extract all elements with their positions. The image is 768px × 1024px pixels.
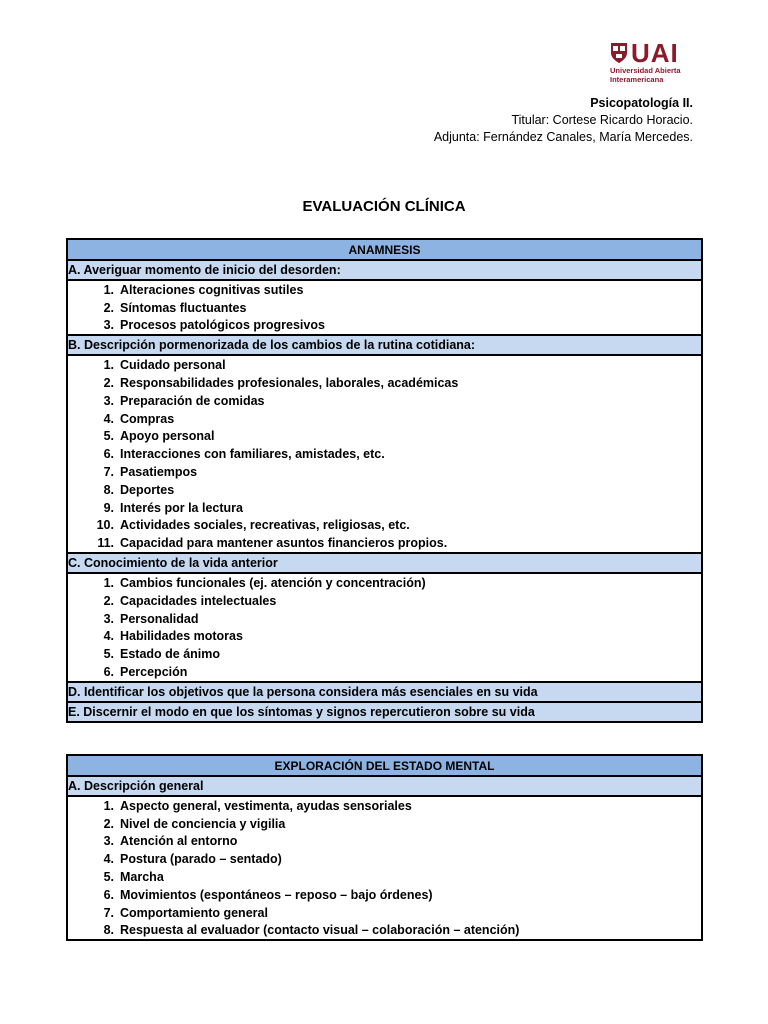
list-item [68,886,701,904]
list-item-text: Habilidades motoras [120,629,243,644]
list-item-text: Estado de ánimo [120,647,221,662]
mental-section-a-list [68,797,701,939]
list-item-number: 5. [103,647,114,662]
section-b-label: B. Descripción pormenorizada de los cambios de la rutina cotidiana: [67,335,702,355]
list-item-text: Comportamiento general [120,905,268,920]
list-item-number: 7. [103,465,114,480]
list-item [68,410,701,428]
list-item [68,592,701,610]
list-item-text: Respuesta al evaluador (contacto visual – colaboración – atención) [120,923,520,938]
section-b-list [68,356,701,552]
list-item-text: Movimientos (espontáneos – reposo – bajo órdenes) [120,887,433,902]
list-item [68,463,701,481]
list-item [68,645,701,663]
list-item-number: 6. [103,665,114,680]
uai-logo [610,38,702,90]
list-item [68,445,701,463]
list-item-number: 6. [103,447,114,462]
list-item-number: 2. [103,816,114,831]
list-item-text: Cuidado personal [120,358,226,373]
anamnesis-table [66,238,703,723]
list-item-text: Deportes [120,482,175,497]
list-item-text: Pasatiempos [120,465,198,480]
logo-brand: UAI [631,38,679,68]
list-item [68,356,701,374]
list-item-text: Personalidad [120,611,199,626]
list-item-number: 10. [96,518,114,533]
adjunta: Adjunta: Fernández Canales, María Mercedes. [433,130,693,144]
list-item [68,299,701,317]
list-item [68,904,701,922]
list-item-number: 11. [97,536,114,551]
section-e-label: E. Discernir el modo en que los síntomas y signos repercutieron sobre su vida [67,702,702,722]
list-item [68,534,701,552]
list-item [68,574,701,592]
list-item-text: Capacidad para mantener asuntos financieros propios. [120,536,448,551]
list-item-number: 3. [103,318,114,333]
list-item-text: Aspecto general, vestimenta, ayudas sensoriales [120,798,412,813]
mental-section-a-label: A. Descripción general [67,776,702,796]
section-a-list [68,281,701,334]
list-item-text: Marcha [120,870,164,885]
list-item-text: Síntomas fluctuantes [120,300,247,315]
list-item [68,850,701,868]
list-item-number: 3. [103,393,114,408]
list-item [68,797,701,815]
list-item [68,374,701,392]
list-item-number: 5. [103,870,114,885]
list-item-text: Interacciones con familiares, amistades, etc. [120,447,385,462]
list-item-number: 5. [103,429,114,444]
list-item-text: Nivel de conciencia y vigilia [120,816,286,831]
list-item-text: Cambios funcionales (ej. atención y concentración) [120,576,426,591]
document-title: EVALUACIÓN CLÍNICA [302,198,466,215]
list-item-number: 2. [103,593,114,608]
list-item-text: Compras [120,411,175,426]
list-item-text: Procesos patológicos progresivos [120,318,325,333]
list-item-number: 8. [103,482,114,497]
course-name: Psicopatología II. [590,96,693,110]
mental-heading: EXPLORACIÓN DEL ESTADO MENTAL [67,755,702,776]
list-item-text: Preparación de comidas [120,393,265,408]
list-item-number: 8. [103,923,114,938]
titular: Titular: Cortese Ricardo Horacio. [511,113,693,127]
list-item-number: 9. [103,500,114,515]
list-item-number: 2. [103,376,114,391]
section-c-list [68,574,701,681]
list-item [68,281,701,299]
list-item-text: Capacidades intelectuales [120,593,277,608]
list-item-text: Postura (parado – sentado) [120,852,282,867]
list-item-number: 1. [103,798,114,813]
list-item [68,815,701,833]
list-item [68,628,701,646]
logo-line2: Interamericana [610,75,664,84]
list-item-text: Responsabilidades profesionales, laborales, académicas [120,376,459,391]
list-item [68,833,701,851]
list-item [68,610,701,628]
list-item [68,317,701,335]
list-item-text: Percepción [120,665,188,680]
list-item [68,392,701,410]
anamnesis-heading: ANAMNESIS [67,239,702,260]
mental-status-table [66,754,703,941]
list-item-text: Actividades sociales, recreativas, religiosas, etc. [120,518,410,533]
logo-line1: Universidad Abierta [610,66,681,75]
list-item-number: 7. [103,905,114,920]
list-item [68,922,701,940]
list-item-text: Interés por la lectura [120,500,243,515]
course-header [434,95,693,146]
list-item-text: Alteraciones cognitivas sutiles [120,282,304,297]
section-a-label: A. Averiguar momento de inicio del desorden: [67,260,702,280]
list-item [68,481,701,499]
list-item [68,499,701,517]
list-item-number: 3. [103,834,114,849]
list-item [68,868,701,886]
list-item-number: 4. [103,629,114,644]
list-item [68,517,701,535]
list-item-number: 4. [103,852,114,867]
list-item-text: Apoyo personal [120,429,215,444]
list-item-number: 2. [103,300,114,315]
list-item-number: 1. [103,282,114,297]
list-item [68,663,701,681]
list-item-number: 1. [103,576,114,591]
list-item [68,428,701,446]
list-item-number: 6. [103,887,114,902]
list-item-number: 1. [103,358,114,373]
list-item-number: 3. [103,611,114,626]
shield-icon [610,42,628,64]
section-c-label: C. Conocimiento de la vida anterior [67,553,702,573]
list-item-text: Atención al entorno [120,834,238,849]
section-d-label: D. Identificar los objetivos que la persona considera más esenciales en su vida [67,682,702,702]
list-item-number: 4. [103,411,114,426]
